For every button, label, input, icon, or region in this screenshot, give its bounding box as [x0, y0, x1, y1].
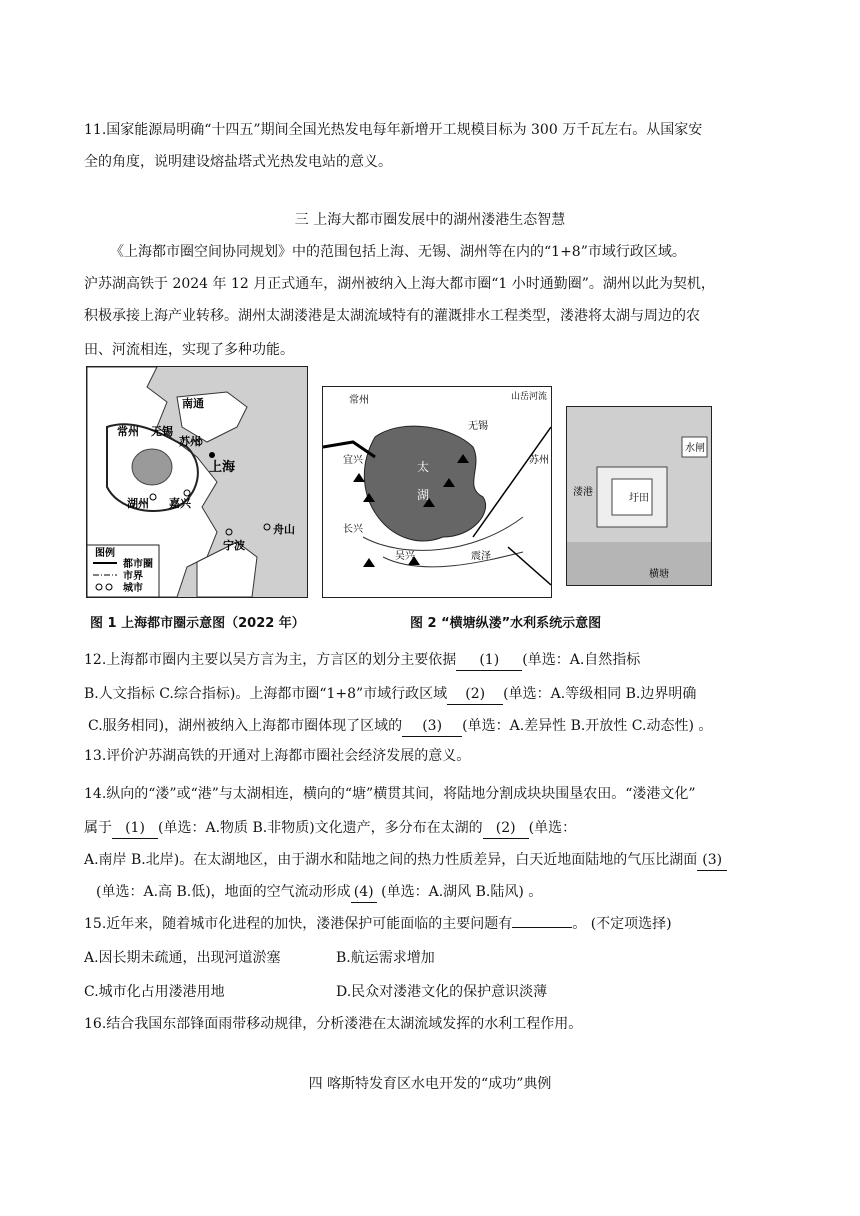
section3-title: 三 上海大都市圈发展中的湖州溇港生态智慧	[294, 212, 566, 228]
fig2-inset-label-lougang: 溇港	[573, 487, 593, 498]
q12-text-3a: C.服务相同)，湖州被纳入上海都市圈体现了区域的	[88, 718, 403, 734]
q15-stem-a: 15.近年来，随着城市化进程的加快，溇港保护可能面临的主要问题有	[84, 916, 513, 932]
fig1-place-changzhou: 常州	[117, 425, 139, 438]
fig2-label-tai: 太	[417, 460, 430, 474]
fig2-label-wuxi: 无锡	[468, 421, 488, 432]
fig2-label-yixing: 宜兴	[343, 455, 363, 466]
q12-line-3	[88, 716, 712, 737]
section4-title: 四 喀斯特发育区水电开发的“成功”典例	[308, 1076, 552, 1092]
q14-text-2c: (单选：	[528, 820, 577, 836]
fig2-label-changzhou: 常州	[349, 395, 369, 406]
q12-line-2	[84, 684, 696, 705]
q13-line: 13.评价沪苏湖高铁的开通对上海都市圈社会经济发展的意义。	[84, 748, 471, 764]
q14-line-1: 14.纵向的“溇”或“港”与太湖相连，横向的“塘”横贯其间，将陆地分割成块块围垦农田。“溇港文化”	[84, 786, 696, 802]
fig2-label-zhenze: 震泽	[471, 551, 491, 562]
fig2-label-suzhou: 苏州	[529, 455, 549, 466]
fig2-label-hu: 湖	[417, 488, 430, 502]
fig1-place-zhoushan: 舟山	[273, 523, 295, 536]
fig1-place-ningbo: 宁波	[223, 539, 245, 552]
fig1-legend-title: 图例	[95, 548, 115, 559]
q12-text-2a: B.人文指标 C.综合指标)。上海都市圈“1+8”市域行政区域	[84, 686, 448, 702]
q15-stem	[84, 914, 672, 934]
q16-line: 16.结合我国东部锋面雨带移动规律，分析溇港在太湖流域发挥的水利工程作用。	[84, 1016, 583, 1032]
figure-2-schematic	[322, 386, 552, 598]
figure-2-inset-svg	[567, 407, 711, 585]
q14-blank-2[interactable]: (2)	[483, 818, 529, 839]
section3-para-1: 《上海都市圈空间协同规划》中的范围包括上海、无锡、湖州等在内的“1+8”市域行政区域。	[110, 244, 686, 260]
q15-option-a: A.因长期未疏通，出现河道淤塞	[84, 950, 281, 966]
section3-para-4: 田、河流相连，实现了多种功能。	[84, 342, 294, 358]
q11-line-2: 全的角度，说明建设熔盐塔式光热发电站的意义。	[84, 154, 392, 170]
section3-para-3: 积极承接上海产业转移。湖州太湖溇港是太湖流域特有的灌溉排水工程类型，溇港将太湖与周边的农	[84, 308, 700, 324]
fig1-place-jiaxing: 嘉兴	[169, 497, 191, 510]
fig1-place-suzhou: 苏州	[179, 435, 201, 448]
q12-blank-1[interactable]: (1)	[456, 650, 522, 671]
q14-text-2b: (单选：A.物质 B.非物质)文化遗产，多分布在太湖的	[158, 820, 483, 836]
q11-line-1: 11.国家能源局明确“十四五”期间全国光热发电每年新增开工规模目标为 300 万千瓦左右。从国家安	[84, 122, 703, 138]
q15-blank[interactable]	[512, 927, 572, 928]
fig1-place-huzhou: 湖州	[127, 497, 149, 510]
q14-line-3	[84, 850, 727, 871]
fig2-label-mountain-river: 山岳河流	[511, 392, 548, 402]
q14-blank-3[interactable]: (3)	[697, 850, 727, 871]
q14-text-2a: 属于	[84, 820, 112, 836]
q12-text-2b: (单选：A.等级相同 B.边界明确	[503, 686, 697, 702]
figure-2-schematic-svg	[323, 387, 551, 597]
q12-blank-2[interactable]: (2)	[447, 684, 503, 705]
fig2-label-changxing: 长兴	[343, 524, 363, 535]
q12-text-1a: 12.上海都市圈内主要以吴方言为主，方言区的划分主要依据	[84, 652, 457, 668]
fig1-legend-boundary: 市界	[123, 571, 143, 582]
figure-2-caption: 图 2 “横塘纵溇”水利系统示意图	[410, 616, 602, 631]
fig2-label-wuxing: 吴兴	[395, 551, 415, 562]
q12-text-3b: (单选：A.差异性 B.开放性 C.动态性) 。	[462, 718, 713, 734]
q14-blank-4[interactable]: (4)	[351, 882, 377, 903]
q14-blank-1[interactable]: (1)	[112, 818, 158, 839]
fig1-place-shanghai: 上海	[209, 460, 236, 475]
fig2-inset-label-hengtang: 横塘	[649, 569, 669, 580]
section3-para-2: 沪苏湖高铁于 2024 年 12 月正式通车，湖州被纳入上海大都市圈“1 小时通勤圈”。湖州以此为契机，	[84, 276, 715, 292]
fig1-legend-metro: 都市圈	[123, 559, 153, 570]
q15-option-c: C.城市化占用溇港用地	[84, 984, 225, 1000]
q15-stem-b: 。 (不定项选择)	[572, 916, 672, 932]
q14-line-4	[96, 882, 542, 903]
fig1-place-wuxi: 无锡	[151, 425, 173, 438]
q15-option-b: B.航运需求增加	[336, 950, 435, 966]
figure-1-map-svg	[87, 367, 307, 597]
q12-text-1b: (单选：A.自然指标	[522, 652, 641, 668]
fig1-place-nantong: 南通	[182, 397, 204, 410]
fig2-inset-label-watergate: 水闸	[685, 443, 705, 454]
q14-text-4b: (单选：A.湖风 B.陆风) 。	[376, 884, 543, 900]
q14-text-3a: A.南岸 B.北岸)。在太湖地区，由于湖水和陆地之间的热力性质差异，白天近地面陆地的气压比湖面	[84, 852, 698, 868]
fig1-legend-city: 城市	[123, 583, 143, 594]
q12-line-1	[84, 650, 640, 671]
q15-option-d: D.民众对溇港文化的保护意识淡薄	[336, 984, 548, 1000]
q14-line-2	[84, 818, 576, 839]
fig2-inset-label-yutian: 圩田	[629, 493, 649, 504]
figure-1-map	[86, 366, 308, 598]
figure-1-caption: 图 1 上海都市圈示意图（2022 年）	[90, 616, 305, 631]
figure-2-inset-photo	[566, 406, 712, 586]
q12-blank-3[interactable]: (3)	[402, 716, 462, 737]
q14-text-4a: (单选：A.高 B.低)，地面的空气流动形成	[96, 884, 351, 900]
